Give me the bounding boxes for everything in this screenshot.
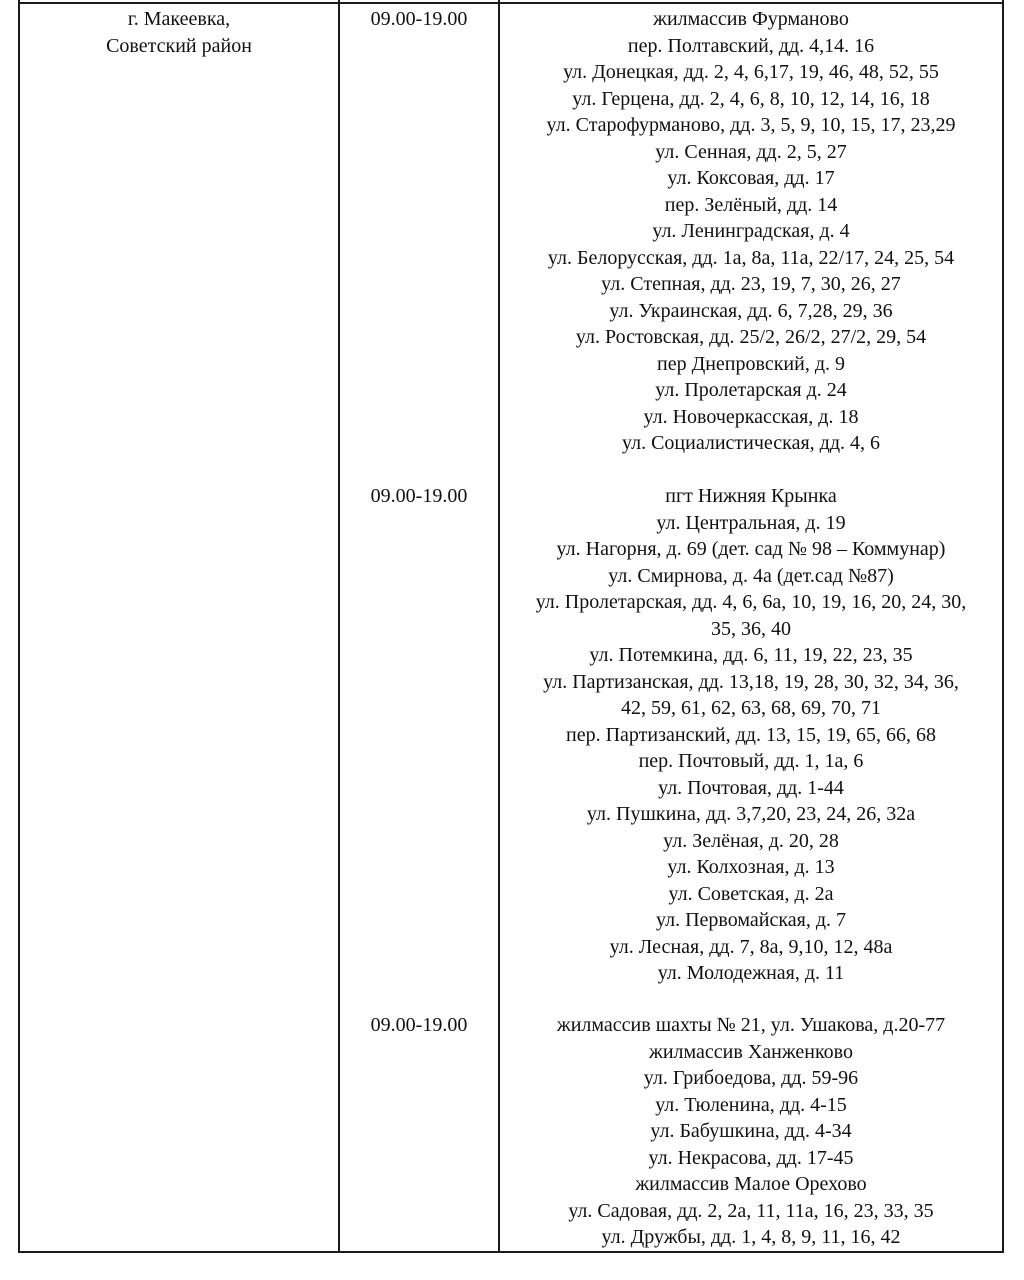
table-bottom-border <box>18 1251 1004 1253</box>
address-line: ул. Пролетарская, дд. 4, 6, 6а, 10, 19, 16, 20, 24, 30, <box>535 591 967 613</box>
address-line: ул. Старофурманово, дд. 3, 5, 9, 10, 15, 17, 23,29 <box>546 114 956 136</box>
address-line: пер Днепровский, д. 9 <box>656 352 845 375</box>
address-line: жилмассив Малое Орехово <box>635 1173 867 1195</box>
address-line: ул. Белорусская, дд. 1а, 8а, 11а, 22/17, 24, 25, 54 <box>547 246 955 269</box>
address-line: ул. Ростовская, дд. 25/2, 26/2, 27/2, 29, 54 <box>575 326 927 348</box>
address-line: ул. Лесная, дд. 7, 8а, 9,10, 12, 48а <box>609 935 893 958</box>
address-line: ул. Партизанская, дд. 13,18, 19, 28, 30, 32, 34, 36, <box>543 670 959 693</box>
address-line: ул. Пролетарская д. 24 <box>655 379 847 401</box>
address-line: ул. Смирнова, д. 4а (дет.сад №87) <box>608 564 894 587</box>
address-line: 35, 36, 40 <box>711 617 791 640</box>
address-line: ул. Почтовая, дд. 1-44 <box>658 776 844 799</box>
address-line: ул. Потемкина, дд. 6, 11, 19, 22, 23, 35 <box>589 644 913 666</box>
address-line: ул. Украинская, дд. 6, 7,28, 29, 36 <box>609 299 893 322</box>
address-line: жилмассив Ханженково <box>649 1040 853 1063</box>
address-list-1 <box>500 6 1002 457</box>
address-line: ул. Социалистическая, дд. 4, 6 <box>621 432 881 454</box>
address-line: 42, 59, 61, 62, 63, 68, 69, 70, 71 <box>621 697 881 719</box>
address-line: ул. Советская, д. 2а <box>668 882 834 905</box>
address-line: ул. Колхозная, д. 13 <box>667 856 835 878</box>
address-line: ул. Бабушкина, дд. 4-34 <box>650 1120 852 1142</box>
city-cell <box>20 6 338 59</box>
district-name: Советский район <box>106 34 252 57</box>
address-line: ул. Сенная, дд. 2, 5, 27 <box>655 140 847 163</box>
address-list-2 <box>500 483 1002 987</box>
address-line: пгт Нижняя Крынка <box>665 485 837 507</box>
table-left-border <box>18 0 20 1253</box>
address-line: пер. Партизанский, дд. 13, 15, 19, 65, 66, 68 <box>566 723 936 746</box>
address-line: ул. Пушкина, дд. 3,7,20, 23, 24, 26, 32а <box>586 803 916 825</box>
address-line: ул. Ленинградская, д. 4 <box>652 220 850 242</box>
address-line: ул. Центральная, д. 19 <box>656 511 846 534</box>
address-line: ул. Зелёная, д. 20, 28 <box>663 829 839 852</box>
address-line: ул. Тюленина, дд. 4-15 <box>655 1093 847 1116</box>
address-line: ул. Молодежная, д. 11 <box>657 962 845 984</box>
address-line: ул. Новочеркасская, д. 18 <box>643 405 859 428</box>
address-line: ул. Нагорня, д. 69 (дет. сад № 98 – Коммунар) <box>556 538 946 560</box>
address-line: пер. Почтовый, дд. 1, 1а, 6 <box>638 750 864 772</box>
address-line: пер. Зелёный, дд. 14 <box>664 193 838 216</box>
time-slot-3: 09.00-19.00 <box>370 1014 468 1036</box>
address-line: жилмассив Фурманово <box>653 8 849 30</box>
address-line: ул. Некрасова, дд. 17-45 <box>648 1146 854 1169</box>
address-line: ул. Первомайская, д. 7 <box>656 909 846 931</box>
address-line: ул. Донецкая, дд. 2, 4, 6,17, 19, 46, 48, 52, 55 <box>563 61 939 83</box>
address-list-3 <box>500 1012 1002 1251</box>
address-line: ул. Герцена, дд. 2, 4, 6, 8, 10, 12, 14, 16, 18 <box>572 87 930 110</box>
time-slot-1: 09.00-19.00 <box>370 8 468 30</box>
table-top-border <box>18 2 1004 4</box>
address-line: пер. Полтавский, дд. 4,14. 16 <box>627 34 875 57</box>
time-slot-2: 09.00-19.00 <box>370 485 468 507</box>
city-name: г. Макеевка, <box>127 8 231 30</box>
address-line: ул. Коксовая, дд. 17 <box>667 167 835 189</box>
address-line: жилмассив шахты № 21, ул. Ушакова, д.20-77 <box>556 1014 946 1036</box>
address-line: ул. Грибоедова, дд. 59-96 <box>643 1067 859 1089</box>
table-right-border <box>1002 0 1004 1253</box>
column-divider-1 <box>338 0 340 1253</box>
address-line: ул. Садовая, дд. 2, 2а, 11, 11а, 16, 23, 33, 35 <box>568 1199 934 1222</box>
address-line: ул. Степная, дд. 23, 19, 7, 30, 26, 27 <box>601 273 901 295</box>
address-line: ул. Дружбы, дд. 1, 4, 8, 9, 11, 16, 42 <box>601 1226 901 1248</box>
